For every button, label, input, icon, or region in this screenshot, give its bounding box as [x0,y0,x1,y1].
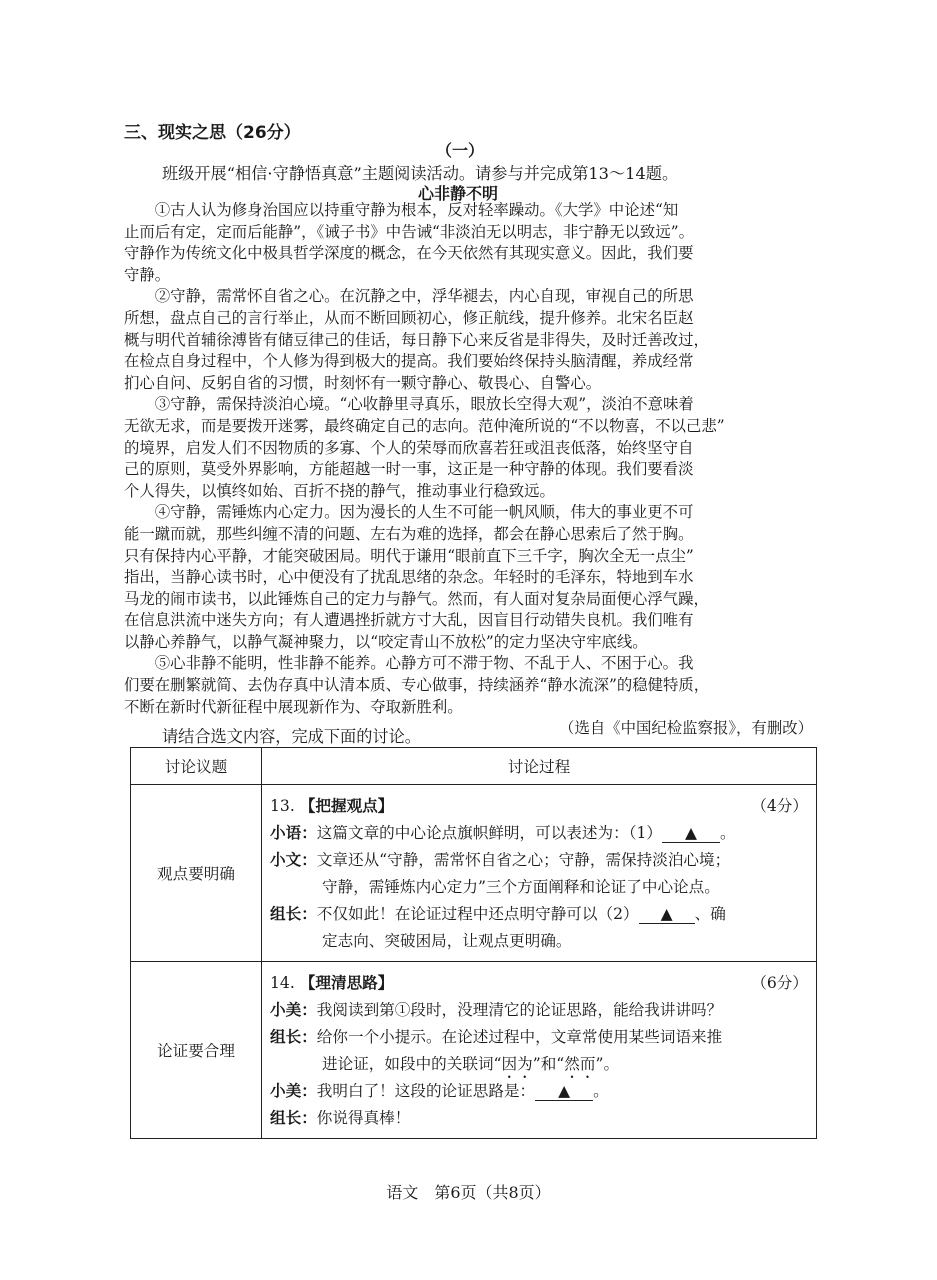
article-line: 无欲无求，而是要拨开迷雾，最终确定自己的志向。范仲淹所说的“不以物喜，不以己悲” [124,416,725,435]
speaker-label: 小美： [270,1001,317,1019]
article-line: 在信息洪流中迷失方向；有人遭遇挫折就方寸大乱，因盲目行动错失良机。我们唯有 [124,611,694,630]
article-line: 止而后有定，定而后能静”，《诫子书》中告诫“非淡泊无以明志，非宁静无以致远”。 [124,222,694,241]
speaker-label: 小语： [270,824,317,842]
process-cell [262,785,817,962]
article-line: ④守静，需锤炼内心定力。因为漫长的人生不可能一帆风顺，伟大的事业更不可 [124,503,694,522]
dialogue-text: 。 [593,1082,609,1100]
dialogue-text: 进论证，如段中的关联词“ [322,1055,502,1073]
dialogue-line [270,820,808,847]
speaker-label: 组长： [270,1109,317,1127]
emphasized-word: 因为 [501,1055,533,1073]
activity-intro: 班级开展“相信·守静悟真意”主题阅读活动。请参与并完成第13～14题。 [162,164,679,183]
dialogue-text: ”和“ [532,1055,565,1073]
dialogue-line [270,997,808,1024]
page-footer: 语文 第6页（共8页） [386,1183,551,1202]
speaker-label: 小美： [270,1082,317,1100]
article-line: ⑤心非静不能明，性非静不能养。心静方可不滞于物、不乱于人、不困于心。我 [124,654,694,673]
dialogue-text: 这篇文章的中心论点旗帜鲜明，可以表述为：（1） [316,824,662,842]
table-row [131,785,817,962]
table-row [131,962,817,1139]
article-line: 所想，盘点自己的言行举止，从而不断回顾初心，修正航线，提升修养。北宋名臣赵 [124,308,694,327]
answer-blank-3[interactable]: ▲ [535,1082,593,1101]
dialogue-text: 、确 [694,905,726,923]
dialogue-text: 给你一个小提示。在论述过程中，文章常使用某些词语来推 [316,1028,723,1046]
dialogue-text: 我阅读到第①段时，没理清它的论证思路，能给我讲讲吗？ [316,1001,723,1019]
part-number: （一） [436,141,485,160]
article-line: 只有保持内心平静，才能突破困局。明代于谦用“眼前直下三千字，胸次全无一点尘” [124,546,694,565]
discussion-prompt: 请结合选文内容，完成下面的讨论。 [162,727,421,746]
topic-cell: 论证要合理 [131,962,262,1139]
article-line: 概与明代首辅徐溥皆有储豆律己的佳话，每日静下心来反省是非得失，及时迁善改过， [124,330,709,349]
article-line: 个人得失，以慎终如始、百折不挠的静气，推动事业行稳致远。 [124,481,555,500]
article-line: 以静心养静气，以静气凝神聚力，以“咬定青山不放松”的定力坚决守牢底线。 [124,632,648,651]
dialogue-line [270,1078,808,1105]
article-line: ③守静，需保持淡泊心境。“心收静里寻真乐，眼放长空得大观”，淡泊不意味着 [124,395,694,414]
article-line: 能一蹴而就，那些纠缠不清的问题、左右为难的选择，都会在静心思索后了然于胸。 [124,524,694,543]
article-line: 己的原则，莫受外界影响，方能超越一时一事，这正是一种守静的体现。我们要看淡 [124,460,694,479]
article-line: 的境界，启发人们不因物质的多寡、个人的荣辱而欣喜若狂或沮丧低落，始终坚守自 [124,438,694,457]
question-header [270,793,808,820]
dialogue-text: 守静，需锤炼内心定力”三个方面阐释和论证了中心论点。 [322,878,720,896]
article-line: 扪心自问、反躬自省的习惯，时刻怀有一颗守静心、敬畏心、自警心。 [124,373,602,392]
dialogue-text: ”。 [595,1055,620,1073]
dialogue-line [270,874,808,901]
dialogue-line [270,901,808,928]
article-line: 守静。 [124,265,171,284]
question-title: 【理清思路】 [299,974,394,992]
dialogue-text: 你说得真棒！ [316,1109,411,1127]
article-line: 们要在删繁就简、去伪存真中认清本质、专心做事，持续涵养“静水流深”的稳健特质， [124,676,710,695]
emphasized-word: 然而 [564,1055,596,1073]
speaker-label: 组长： [270,1028,317,1046]
answer-blank-2[interactable]: ▲ [639,905,695,924]
article-title: 心非静不明 [418,184,499,203]
article-line: 马龙的闹市读书，以此锤炼自己的定力与静气。然而，有人面对复杂局面便心浮气躁， [124,589,709,608]
topic-cell: 观点要明确 [131,785,262,962]
dialogue-line [270,847,808,874]
article-line: ①古人认为修身治国应以持重守静为根本，反对轻率躁动。《大学》中论述“知 [124,201,679,219]
speaker-label: 组长： [270,905,317,923]
dialogue-line [270,928,808,955]
answer-blank-1[interactable]: ▲ [662,824,720,843]
discussion-table [130,747,817,1139]
article-line: 不断在新时代新征程中展现新作为、夺取新胜利。 [124,697,463,716]
header-process: 讨论过程 [262,748,817,785]
process-cell [262,962,817,1139]
table-header-row [131,748,817,785]
dialogue-line [270,1024,808,1051]
dialogue-text: 文章还从“守静，需常怀自省之心；守静，需保持淡泊心境； [316,851,731,869]
section-title: 三、现实之思（26分） [124,123,301,143]
question-header [270,970,808,997]
article-line: 守静作为传统文化中极具哲学深度的概念，在今天依然有其现实意义。因此，我们要 [124,244,694,263]
dialogue-text: 不仅如此！在论证过程中还点明守静可以（2） [316,905,639,923]
article-line: 指出，当静心读书时，心中便没有了扰乱思绪的杂念。年轻时的毛泽东，特地到车水 [124,568,694,587]
header-topic: 讨论议题 [131,748,262,785]
article-body [124,200,819,740]
article-line: 在检点自身过程中，个人修为得到极大的提高。我们要始终保持头脑清醒，养成经常 [124,352,694,371]
question-title: 【把握观点】 [299,797,394,815]
dialogue-line [270,1105,808,1132]
article-line: ②守静，需常怀自省之心。在沉静之中，浮华褪去，内心自现，审视自己的所思 [124,287,694,306]
dialogue-text: 定志向、突破困局，让观点更明确。 [322,932,572,950]
question-score: （6分） [751,974,808,992]
dialogue-text: 。 [719,824,736,842]
dialogue-text: 我明白了！这段的论证思路是： [316,1082,536,1100]
question-number: 14. [270,974,295,992]
question-score: （4分） [751,797,808,815]
question-number: 13. [270,797,295,815]
article-source: （选自《中国纪检监察报》，有删改） [559,719,813,738]
dialogue-line [270,1051,808,1078]
speaker-label: 小文： [270,851,317,869]
